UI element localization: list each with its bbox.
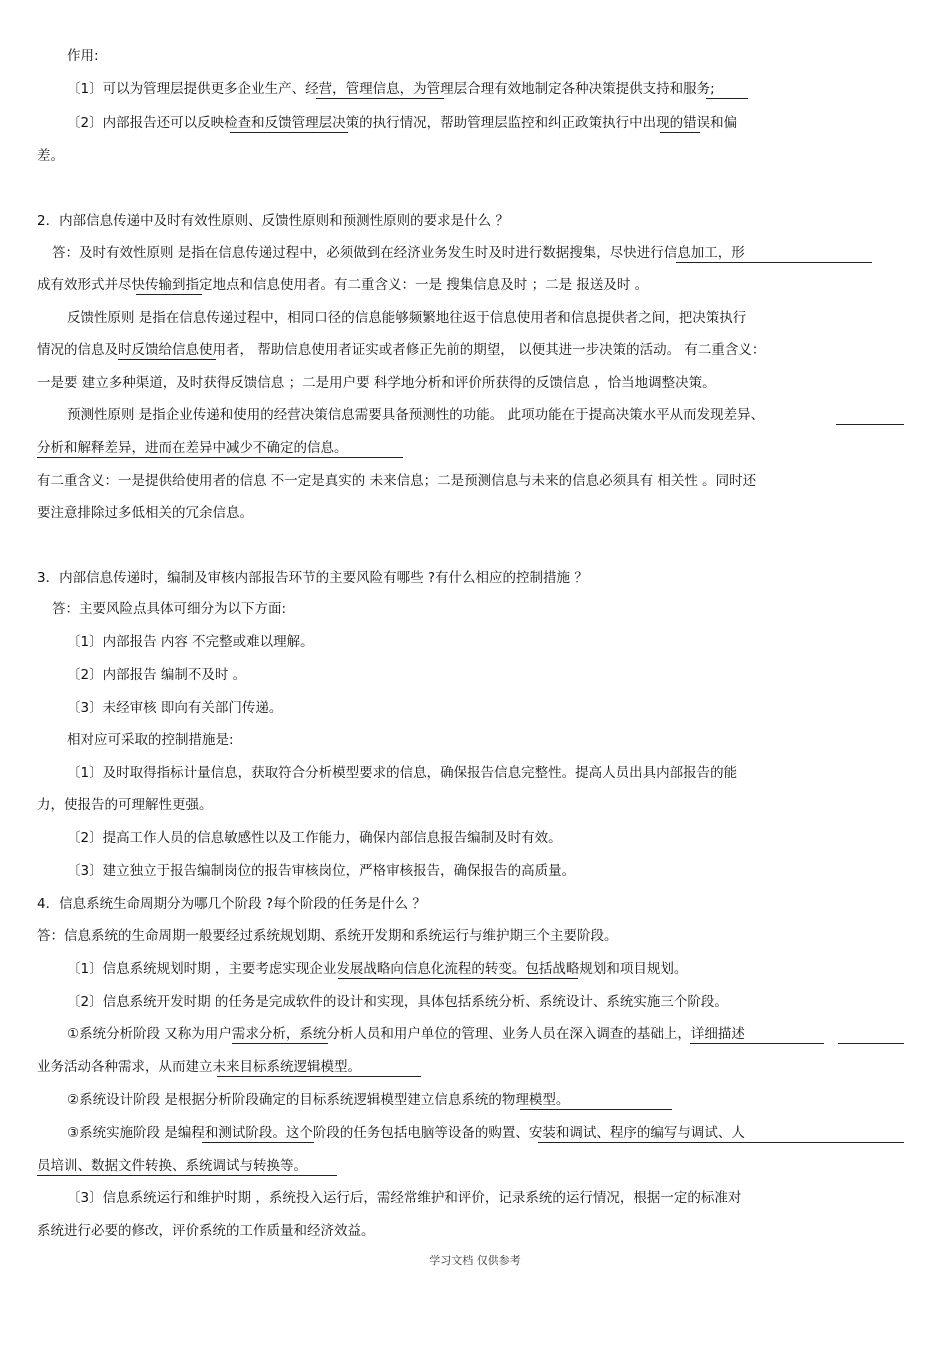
q3-line-2: 〔1〕内部报告 内容 不完整或难以理解。 xyxy=(67,634,314,650)
intro-item-2: 〔2〕内部报告还可以反映检查和反馈管理层决策的执行情况，帮助管理层监控和纠正政策执行中出现的错误和偏 xyxy=(67,115,738,131)
q4-line-1: 答：信息系统的生命周期一般要经过系统规划期、系统开发期和系统运行与维护期三个主要阶段。 xyxy=(37,928,618,944)
intro-item-2-cont: 差。 xyxy=(37,148,64,164)
underline xyxy=(520,1109,672,1110)
underline xyxy=(202,1142,314,1143)
q3-line-6: 〔1〕及时取得指标计量信息，获取符合分析模型要求的信息，确保报告信息完整性。提高人员出具内部报告的能 xyxy=(67,765,738,781)
q4-line-3: 〔2〕信息系统开发时期 的任务是完成软件的设计和实现，具体包括系统分析、系统设计、系统实施三个阶段。 xyxy=(67,994,728,1010)
underline xyxy=(690,1043,824,1044)
q2-line-6: 预测性原则 是指企业传递和使用的经营决策信息需要具备预测性的功能。 此项功能在于提高决策水平从而发现差异、 xyxy=(67,407,765,423)
q3-line-7: 力，使报告的可理解性更强。 xyxy=(37,797,213,813)
question-4: 4．信息系统生命周期分为哪几个阶段 ?每个阶段的任务是什么 ？ xyxy=(37,896,426,912)
intro-heading: 作用: xyxy=(67,48,99,64)
q4-line-6: ②系统设计阶段 是根据分析阶段确定的目标系统逻辑模型建立信息系统的物理模型。 xyxy=(67,1092,570,1108)
underline xyxy=(538,1142,904,1143)
underline xyxy=(836,424,904,425)
question-2: 2．内部信息传递中及时有效性原则、反馈性原则和预测性原则的要求是什么 ？ xyxy=(37,213,509,229)
underline xyxy=(217,1076,421,1077)
q4-line-8: 员培训、数据文件转换、系统调试与转换等。 xyxy=(37,1158,307,1174)
q3-line-5: 相对应可采取的控制措施是: xyxy=(67,732,234,748)
underline xyxy=(660,132,700,133)
q3-line-3: 〔2〕内部报告 编制不及时 。 xyxy=(67,667,247,683)
q2-line-1: 答：及时有效性原则 是指在信息传递过程中，必须做到在经济业务发生时及时进行数据搜集，尽快进行信息加工，形 xyxy=(52,245,745,261)
intro-item-1: 〔1〕可以为管理层提供更多企业生产、经营，管理信息，为管理层合理有效地制定各种决策提供支持和服务; xyxy=(67,81,715,97)
q2-line-8: 有二重含义：一是提供给使用者的信息 不一定是真实的 未来信息；二是预测信息与未来的信息必须具有 相关性 。同时还 xyxy=(37,473,757,489)
q2-line-4: 情况的信息及时反馈给信息使用者， 帮助信息使用者证实或者修正先前的期望， 以便其进一步决策的活动。 有二重含义： xyxy=(37,342,766,358)
page-footer: 学习文档 仅供参考 xyxy=(429,1254,521,1267)
underline xyxy=(338,978,578,979)
q2-line-3: 反馈性原则 是指在信息传递过程中，相同口径的信息能够频繁地往返于信息使用者和信息提供者之间，把决策执行 xyxy=(67,310,747,326)
q4-line-2: 〔1〕信息系统规划时期 ，主要考虑实现企业发展战略向信息化流程的转变。包括战略规划和项目规划。 xyxy=(67,961,688,977)
q2-line-5: 一是要 建立多种渠道，及时获得反馈信息 ；二是用户要 科学地分析和评价所获得的反馈信息 ，恰当地调整决策。 xyxy=(37,375,716,391)
underline xyxy=(316,98,444,99)
question-3: 3．内部信息传递时，编制及审核内部报告环节的主要风险有哪些 ?有什么相应的控制措施 ？ xyxy=(37,570,588,586)
underline xyxy=(676,262,872,263)
underline xyxy=(37,1175,337,1176)
q4-line-9: 〔3〕信息系统运行和维护时期 ，系统投入运行后，需经常维护和评价，记录系统的运行情况，根据一定的标准对 xyxy=(67,1190,742,1206)
underline xyxy=(232,1043,328,1044)
underline xyxy=(37,457,403,458)
q3-line-1: 答：主要风险点具体可细分为以下方面: xyxy=(52,601,287,617)
q4-line-5: 业务活动各种需求，从而建立未来目标系统逻辑模型。 xyxy=(37,1059,361,1075)
underline xyxy=(230,132,348,133)
q3-line-4: 〔3〕未经审核 即向有关部门传递。 xyxy=(67,700,283,716)
underline xyxy=(136,294,202,295)
q3-line-8: 〔2〕提高工作人员的信息敏感性以及工作能力，确保内部信息报告编制及时有效。 xyxy=(67,830,562,846)
q2-line-9: 要注意排除过多低相关的冗余信息。 xyxy=(37,505,253,521)
q4-line-7: ③系统实施阶段 是编程和测试阶段。这个阶段的任务包括电脑等设备的购置、安装和调试、程序的编写与调试、人 xyxy=(67,1125,745,1141)
q4-line-10: 系统进行必要的修改，评价系统的工作质量和经济效益。 xyxy=(37,1223,375,1239)
q2-line-2: 成有效形式并尽快传输到指定地点和信息使用者。有二重含义：一是 搜集信息及时 ；二是 报送及时 。 xyxy=(37,277,649,293)
q3-line-9: 〔3〕建立独立于报告编制岗位的报告审核岗位，严格审核报告，确保报告的高质量。 xyxy=(67,863,576,879)
underline xyxy=(838,1043,904,1044)
underline xyxy=(706,98,748,99)
q4-line-4: ①系统分析阶段 又称为用户需求分析，系统分析人员和用户单位的管理、业务人员在深入调查的基础上，详细描述 xyxy=(67,1026,745,1042)
underline xyxy=(118,359,216,360)
q2-line-7: 分析和解释差异，进而在差异中减少不确定的信息。 xyxy=(37,440,348,456)
